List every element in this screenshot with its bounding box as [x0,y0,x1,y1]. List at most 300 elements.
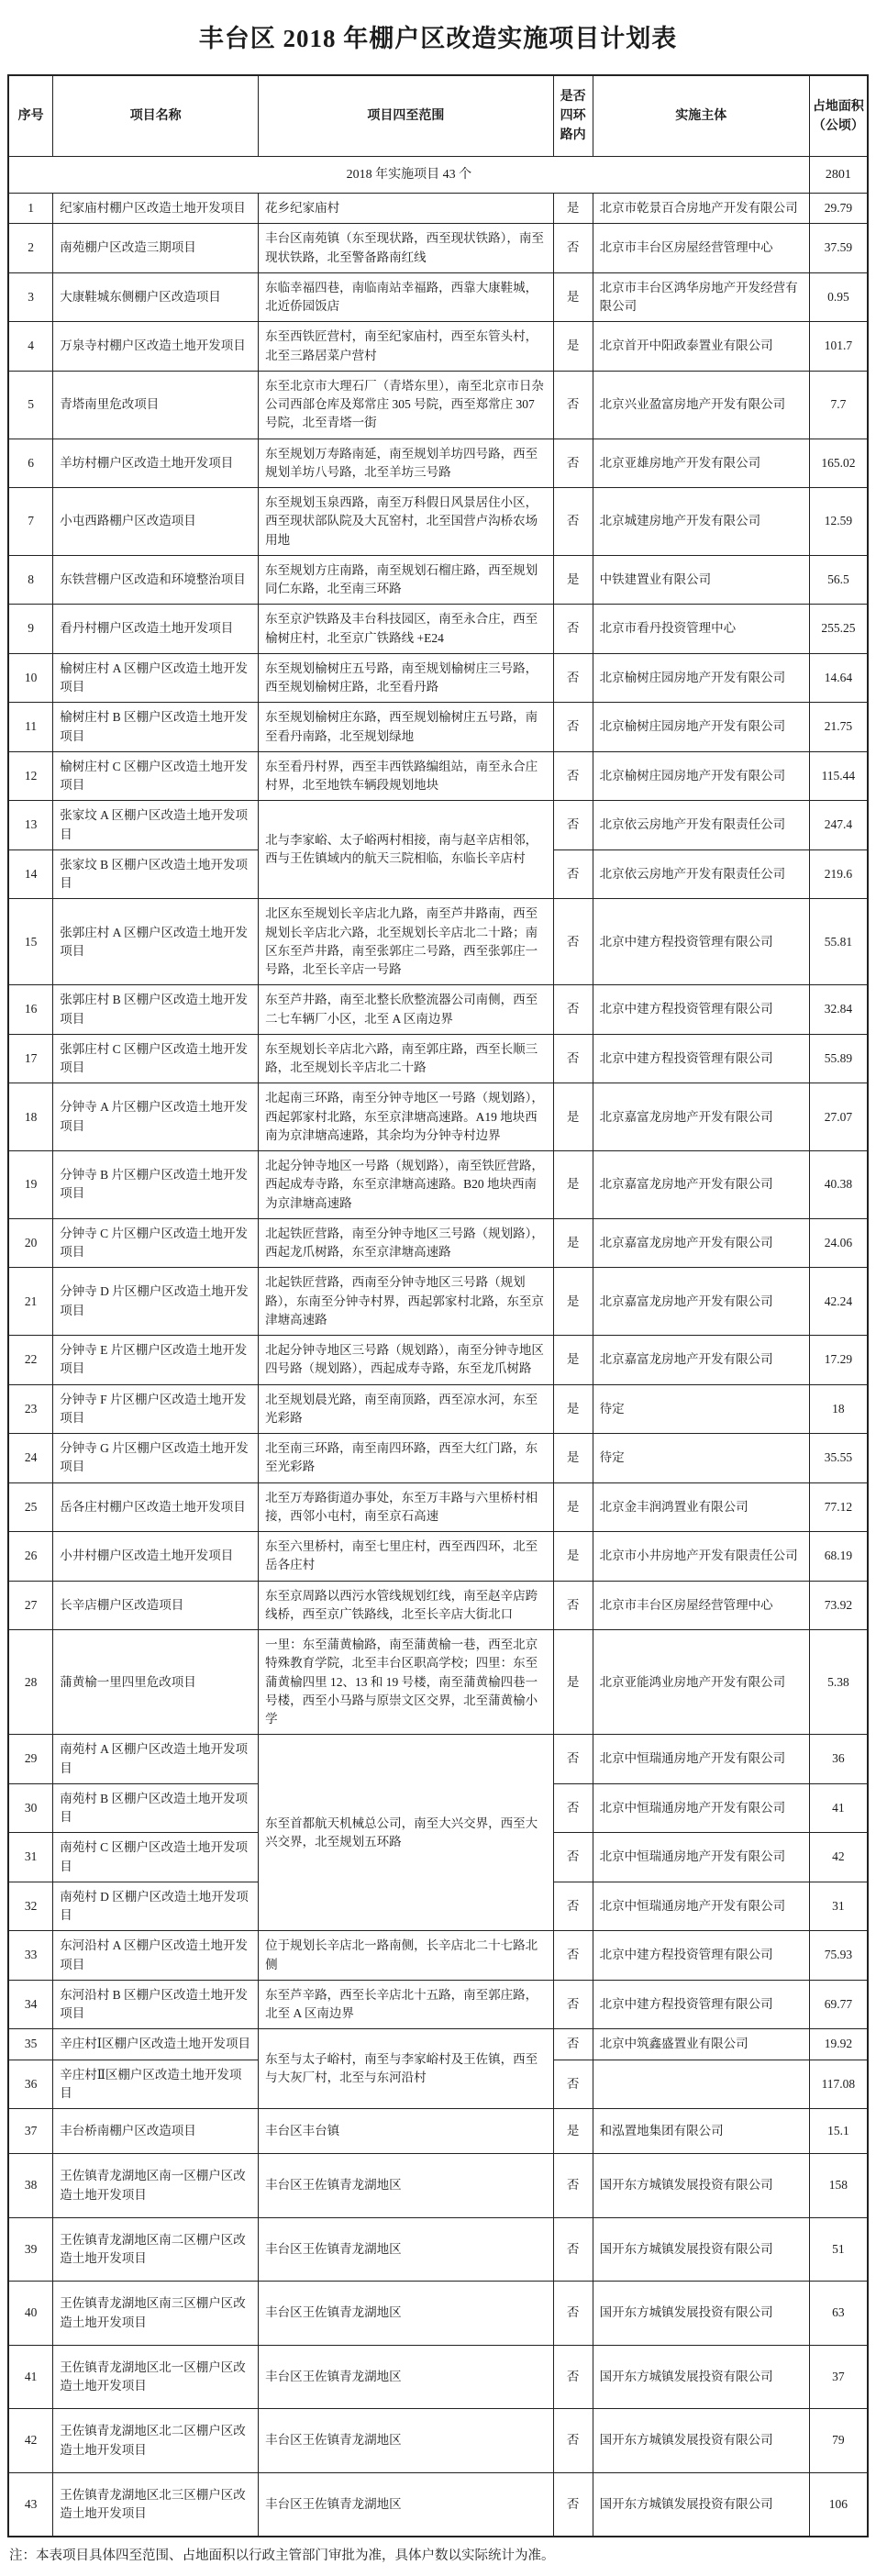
row-number: 21 [8,1268,53,1336]
area-value: 219.6 [809,849,868,899]
implementing-entity: 北京首开中阳政泰置业有限公司 [593,322,809,372]
area-value: 73.92 [809,1581,868,1630]
area-value: 21.75 [809,703,868,752]
in-fourth-ring-flag: 是 [553,194,593,224]
page-title: 丰台区 2018 年棚户区改造实施项目计划表 [198,25,678,52]
header-entity: 实施主体 [593,75,809,157]
in-fourth-ring-flag: 是 [553,1218,593,1268]
in-fourth-ring-flag: 否 [553,985,593,1035]
implementing-entity: 北京中建方程投资管理有限公司 [593,899,809,985]
implementing-entity: 北京嘉富龙房地产开发有限公司 [593,1083,809,1151]
project-boundary: 丰台区王佐镇青龙湖地区 [259,2154,553,2218]
project-name: 南苑村 B 区棚户区改造土地开发项目 [53,1783,259,1833]
area-value: 75.93 [809,1931,868,1981]
project-name: 分钟寺 D 片区棚户区改造土地开发项目 [53,1268,259,1336]
project-name: 南苑村 D 区棚户区改造土地开发项目 [53,1882,259,1931]
row-number: 35 [8,2029,53,2060]
project-boundary: 北起分钟寺地区一号路（规划路），南至铁匠营路，西起成寿寺路，东至京津塘高速路。B20 地块西南为京津塘高速路 [259,1151,553,1219]
in-fourth-ring-flag: 否 [553,1882,593,1931]
area-value: 35.55 [809,1434,868,1483]
summary-area: 2801 [809,157,868,194]
in-fourth-ring-flag: 否 [553,439,593,488]
table-row [8,488,868,556]
project-boundary: 东至芦辛路，西至长辛店北十五路，南至郭庄路，北至 A 区南边界 [259,1980,553,2029]
project-boundary: 东至京沪铁路及丰台科技园区，南至永合庄，西至榆树庄村，北至京广铁路线 +E24 [259,605,553,654]
project-boundary: 东至西铁匠营村，南至纪家庙村，西至东管头村，北至三路居菜户营村 [259,322,553,372]
header-area: 占地面积（公顷） [809,75,868,157]
project-boundary: 花乡纪家庙村 [259,194,553,224]
table-row [8,1581,868,1630]
implementing-entity [593,2060,809,2109]
in-fourth-ring-flag: 否 [553,899,593,985]
in-fourth-ring-flag: 否 [553,653,593,703]
table-row [8,1630,868,1735]
area-value: 40.38 [809,1151,868,1219]
project-name: 王佐镇青龙湖地区北三区棚户区改造土地开发项目 [53,2472,259,2537]
project-boundary: 北与李家峪、太子峪两村相接，南与赵辛店相邻，西与王佐镇域内的航天三院相临，东临长辛店村 [259,801,553,899]
area-value: 31 [809,1882,868,1931]
footnote: 注：本表项目具体四至范围、占地面积以行政主管部门审批为准，具体户数以实际统计为准。 [9,2548,555,2564]
project-boundary: 东至看丹村界，西至丰西铁路编组站，南至永合庄村界，北至地铁车辆段规划地块 [259,751,553,801]
project-name: 东河沿村 A 区棚户区改造土地开发项目 [53,1931,259,1981]
project-boundary: 一里：东至蒲黄榆路，南至蒲黄榆一巷，西至北京特殊教育学院，北至丰台区职高学校；四里：东至蒲黄榆四里 12、13 和 19 号楼，南至蒲黄榆四巷一号楼，西至小马路与原崇文区交界，北至蒲黄榆小学 [259,1630,553,1735]
implementing-entity: 北京中恒瑞通房地产开发有限公司 [593,1783,809,1833]
project-boundary: 北起铁匠营路，南至分钟寺地区三号路（规划路），西起龙爪树路，东至京津塘高速路 [259,1218,553,1268]
in-fourth-ring-flag: 否 [553,2154,593,2218]
row-number: 5 [8,371,53,439]
in-fourth-ring-flag: 否 [553,1581,593,1630]
project-boundary: 北起分钟寺地区三号路（规划路），南至分钟寺地区四号路（规划路），西起成寿寺路，东至龙爪树路 [259,1336,553,1385]
table-row [8,1735,868,1784]
area-value: 106 [809,2472,868,2537]
area-value: 24.06 [809,1218,868,1268]
project-name: 大康鞋城东侧棚户区改造项目 [53,272,259,322]
row-number: 11 [8,703,53,752]
project-name: 东铁营棚户区改造和环境整治项目 [53,555,259,605]
in-fourth-ring-flag: 否 [553,1735,593,1784]
implementing-entity: 北京市丰台区房屋经营管理中心 [593,224,809,273]
implementing-entity: 北京中建方程投资管理有限公司 [593,985,809,1035]
row-number: 1 [8,194,53,224]
project-name: 张家坟 B 区棚户区改造土地开发项目 [53,849,259,899]
table-row [8,985,868,1035]
implementing-entity: 北京城建房地产开发有限公司 [593,488,809,556]
table-row [8,371,868,439]
area-value: 18 [809,1384,868,1434]
area-value: 41 [809,1783,868,1833]
area-value: 32.84 [809,985,868,1035]
table-row [8,1034,868,1083]
area-value: 77.12 [809,1482,868,1532]
project-boundary: 东至规划方庄南路，南至规划石榴庄路，西至规划同仁东路，北至南三环路 [259,555,553,605]
area-value: 12.59 [809,488,868,556]
in-fourth-ring-flag: 否 [553,1034,593,1083]
project-name: 榆树庄村 A 区棚户区改造土地开发项目 [53,653,259,703]
implementing-entity: 北京亚雄房地产开发有限公司 [593,439,809,488]
project-name: 小井村棚户区改造土地开发项目 [53,1532,259,1582]
table-row [8,1218,868,1268]
row-number: 32 [8,1882,53,1931]
table-row [8,1268,868,1336]
table-row [8,703,868,752]
row-number: 41 [8,2345,53,2409]
in-fourth-ring-flag: 是 [553,272,593,322]
area-value: 101.7 [809,322,868,372]
table-row [8,1482,868,1532]
project-name: 南苑棚户区改造三期项目 [53,224,259,273]
in-fourth-ring-flag: 否 [553,801,593,850]
implementing-entity: 北京中建方程投资管理有限公司 [593,1931,809,1981]
table-row [8,2109,868,2154]
area-value: 255.25 [809,605,868,654]
table-row [8,2029,868,2060]
area-value: 55.81 [809,899,868,985]
area-value: 7.7 [809,371,868,439]
area-value: 55.89 [809,1034,868,1083]
area-value: 63 [809,2282,868,2346]
in-fourth-ring-flag: 否 [553,2282,593,2346]
project-name: 王佐镇青龙湖地区南二区棚户区改造土地开发项目 [53,2217,259,2282]
header-row [8,75,868,157]
table-row [8,1532,868,1582]
implementing-entity: 北京中恒瑞通房地产开发有限公司 [593,1833,809,1882]
row-number: 37 [8,2109,53,2154]
in-fourth-ring-flag: 否 [553,1980,593,2029]
project-boundary: 北起南三环路，南至分钟寺地区一号路（规划路），西起郭家村北路，东至京津塘高速路。A19 地块西南为京津塘高速路，其余均为分钟寺村边界 [259,1083,553,1151]
in-fourth-ring-flag: 是 [553,1083,593,1151]
row-number: 43 [8,2472,53,2537]
table-row [8,653,868,703]
table-row [8,224,868,273]
table-row [8,1336,868,1385]
in-fourth-ring-flag: 是 [553,1532,593,1582]
in-fourth-ring-flag: 否 [553,2345,593,2409]
summary-label: 2018 年实施项目 43 个 [8,157,809,194]
row-number: 31 [8,1833,53,1882]
implementing-entity: 北京榆树庄园房地产开发有限公司 [593,653,809,703]
implementing-entity: 待定 [593,1384,809,1434]
in-fourth-ring-flag: 是 [553,1434,593,1483]
project-name: 王佐镇青龙湖地区北二区棚户区改造土地开发项目 [53,2409,259,2473]
in-fourth-ring-flag: 否 [553,605,593,654]
implementing-entity: 国开东方城镇发展投资有限公司 [593,2345,809,2409]
in-fourth-ring-flag: 否 [553,2409,593,2473]
row-number: 29 [8,1735,53,1784]
project-name: 万泉寺村棚户区改造土地开发项目 [53,322,259,372]
row-number: 15 [8,899,53,985]
table-row [8,1083,868,1151]
area-value: 14.64 [809,653,868,703]
project-boundary: 位于规划长辛店北一路南侧，长辛店北二十七路北侧 [259,1931,553,1981]
project-name: 分钟寺 F 片区棚户区改造土地开发项目 [53,1384,259,1434]
implementing-entity: 待定 [593,1434,809,1483]
area-value: 115.44 [809,751,868,801]
table-row [8,1151,868,1219]
row-number: 6 [8,439,53,488]
project-name: 王佐镇青龙湖地区南三区棚户区改造土地开发项目 [53,2282,259,2346]
table-row [8,2345,868,2409]
project-name: 分钟寺 A 片区棚户区改造土地开发项目 [53,1083,259,1151]
table-row [8,2472,868,2537]
area-value: 51 [809,2217,868,2282]
row-number: 8 [8,555,53,605]
in-fourth-ring-flag: 是 [553,1151,593,1219]
project-boundary: 东至规划长辛店北六路，南至郭庄路，西至长顺三路，北至规划长辛店北二十路 [259,1034,553,1083]
table-row [8,322,868,372]
project-name: 纪家庙村棚户区改造土地开发项目 [53,194,259,224]
project-name: 小屯西路棚户区改造项目 [53,488,259,556]
implementing-entity: 北京兴业盈富房地产开发有限公司 [593,371,809,439]
project-boundary: 东至规划榆树庄五号路，南至规划榆树庄三号路，西至规划榆树庄路，北至看丹路 [259,653,553,703]
table-row [8,439,868,488]
implementing-entity: 国开东方城镇发展投资有限公司 [593,2472,809,2537]
row-number: 16 [8,985,53,1035]
area-value: 37.59 [809,224,868,273]
row-number: 40 [8,2282,53,2346]
implementing-entity: 北京市乾景百合房地产开发有限公司 [593,194,809,224]
row-number: 24 [8,1434,53,1483]
in-fourth-ring-flag: 否 [553,2472,593,2537]
project-boundary: 东至规划玉泉西路，南至万科假日风景居住小区，西至现状部队院及大瓦窑村，北至国营卢沟桥农场用地 [259,488,553,556]
area-value: 0.95 [809,272,868,322]
area-value: 42.24 [809,1268,868,1336]
header-in-ring: 是否四环路内 [553,75,593,157]
row-number: 13 [8,801,53,850]
project-name: 榆树庄村 C 区棚户区改造土地开发项目 [53,751,259,801]
project-name: 分钟寺 E 片区棚户区改造土地开发项目 [53,1336,259,1385]
implementing-entity: 北京金丰润鸿置业有限公司 [593,1482,809,1532]
project-name: 看丹村棚户区改造土地开发项目 [53,605,259,654]
implementing-entity: 北京中恒瑞通房地产开发有限公司 [593,1735,809,1784]
project-boundary: 东临幸福四巷，南临南站幸福路，西靠大康鞋城，北近侨园饭店 [259,272,553,322]
in-fourth-ring-flag: 是 [553,555,593,605]
implementing-entity: 北京市丰台区房屋经营管理中心 [593,1581,809,1630]
row-number: 7 [8,488,53,556]
project-boundary: 丰台区王佐镇青龙湖地区 [259,2472,553,2537]
project-boundary: 北至南三环路，南至南四环路，西至大红门路，东至光彩路 [259,1434,553,1483]
in-fourth-ring-flag: 是 [553,1336,593,1385]
table-row [8,1434,868,1483]
project-name: 辛庄村Ⅱ区棚户区改造土地开发项目 [53,2060,259,2109]
in-fourth-ring-flag: 是 [553,322,593,372]
project-boundary: 丰台区王佐镇青龙湖地区 [259,2282,553,2346]
in-fourth-ring-flag: 是 [553,1482,593,1532]
row-number: 20 [8,1218,53,1268]
row-number: 27 [8,1581,53,1630]
project-name: 岳各庄村棚户区改造土地开发项目 [53,1482,259,1532]
project-boundary: 东至北京市大理石厂（青塔东里），南至北京市日杂公司西部仓库及郑常庄 305 号院，西至郑常庄 307 号院，北至青塔一街 [259,371,553,439]
project-name: 羊坊村棚户区改造土地开发项目 [53,439,259,488]
table-row [8,1980,868,2029]
project-boundary: 丰台区王佐镇青龙湖地区 [259,2345,553,2409]
row-number: 25 [8,1482,53,1532]
in-fourth-ring-flag: 否 [553,2060,593,2109]
row-number: 33 [8,1931,53,1981]
project-boundary: 北起铁匠营路，西南至分钟寺地区三号路（规划路），东南至分钟寺村界，西起郭家村北路，东至京津塘高速路 [259,1268,553,1336]
row-number: 12 [8,751,53,801]
project-boundary: 东至芦井路，南至北整长欣整流器公司南侧，西至二七车辆厂小区，北至 A 区南边界 [259,985,553,1035]
area-value: 79 [809,2409,868,2473]
project-name: 长辛店棚户区改造项目 [53,1581,259,1630]
area-value: 158 [809,2154,868,2218]
implementing-entity: 北京嘉富龙房地产开发有限公司 [593,1336,809,1385]
implementing-entity: 北京榆树庄园房地产开发有限公司 [593,703,809,752]
table-row [8,751,868,801]
row-number: 10 [8,653,53,703]
project-boundary: 东至规划万寿路南延，南至规划羊坊四号路，西至规划羊坊八号路，北至羊坊三号路 [259,439,553,488]
implementing-entity: 北京中建方程投资管理有限公司 [593,1034,809,1083]
project-boundary: 北区东至规划长辛店北九路，南至芦井路南，西至规划长辛店北六路，北至规划长辛店北二十路；南区东至芦井路，南至张郭庄二号路，西至张郭庄一号路，北至长辛店一号路 [259,899,553,985]
row-number: 14 [8,849,53,899]
project-name: 南苑村 A 区棚户区改造土地开发项目 [53,1735,259,1784]
project-name: 张家坟 A 区棚户区改造土地开发项目 [53,801,259,850]
implementing-entity: 国开东方城镇发展投资有限公司 [593,2282,809,2346]
in-fourth-ring-flag: 否 [553,371,593,439]
row-number: 28 [8,1630,53,1735]
table-row [8,2217,868,2282]
row-number: 34 [8,1980,53,2029]
in-fourth-ring-flag: 否 [553,2217,593,2282]
project-boundary: 北至万寿路街道办事处，东至万丰路与六里桥村相接，西邻小屯村，南至京石高速 [259,1482,553,1532]
row-number: 4 [8,322,53,372]
in-fourth-ring-flag: 否 [553,224,593,273]
project-name: 张郭庄村 B 区棚户区改造土地开发项目 [53,985,259,1035]
in-fourth-ring-flag: 是 [553,1268,593,1336]
implementing-entity: 北京中筑鑫盛置业有限公司 [593,2029,809,2060]
table-row [8,2154,868,2218]
project-name: 分钟寺 C 片区棚户区改造土地开发项目 [53,1218,259,1268]
implementing-entity: 北京嘉富龙房地产开发有限公司 [593,1151,809,1219]
area-value: 42 [809,1833,868,1882]
in-fourth-ring-flag: 是 [553,1384,593,1434]
projects-tbody [8,157,868,2537]
area-value: 69.77 [809,1980,868,2029]
table-row [8,1384,868,1434]
project-name: 王佐镇青龙湖地区南一区棚户区改造土地开发项目 [53,2154,259,2218]
area-value: 5.38 [809,1630,868,1735]
table-row [8,2409,868,2473]
header-no: 序号 [8,75,53,157]
area-value: 15.1 [809,2109,868,2154]
area-value: 19.92 [809,2029,868,2060]
in-fourth-ring-flag: 是 [553,2109,593,2154]
project-name: 分钟寺 G 片区棚户区改造土地开发项目 [53,1434,259,1483]
table-row [8,605,868,654]
area-value: 17.29 [809,1336,868,1385]
in-fourth-ring-flag: 否 [553,488,593,556]
implementing-entity: 北京中建方程投资管理有限公司 [593,1980,809,2029]
in-fourth-ring-flag: 否 [553,849,593,899]
project-boundary: 东至京周路以西污水管线规划红线，南至赵辛店跨线桥，西至京广铁路线，北至长辛店大街北口 [259,1581,553,1630]
row-number: 23 [8,1384,53,1434]
project-name: 辛庄村Ⅰ区棚户区改造土地开发项目 [53,2029,259,2060]
implementing-entity: 北京市看丹投资管理中心 [593,605,809,654]
implementing-entity: 中铁建置业有限公司 [593,555,809,605]
project-name: 张郭庄村 C 区棚户区改造土地开发项目 [53,1034,259,1083]
summary-row [8,157,868,194]
area-value: 29.79 [809,194,868,224]
in-fourth-ring-flag: 是 [553,1630,593,1735]
project-name: 分钟寺 B 片区棚户区改造土地开发项目 [53,1151,259,1219]
project-name: 丰台桥南棚户区改造项目 [53,2109,259,2154]
projects-table [7,74,869,2537]
area-value: 117.08 [809,2060,868,2109]
project-name: 青塔南里危改项目 [53,371,259,439]
row-number: 9 [8,605,53,654]
row-number: 36 [8,2060,53,2109]
implementing-entity: 北京榆树庄园房地产开发有限公司 [593,751,809,801]
area-value: 165.02 [809,439,868,488]
area-value: 247.4 [809,801,868,850]
implementing-entity: 和泓置地集团有限公司 [593,2109,809,2154]
table-row [8,272,868,322]
row-number: 19 [8,1151,53,1219]
implementing-entity: 北京市小井房地产开发有限责任公司 [593,1532,809,1582]
table-row [8,801,868,850]
in-fourth-ring-flag: 否 [553,751,593,801]
table-row [8,194,868,224]
row-number: 3 [8,272,53,322]
project-name: 张郭庄村 A 区棚户区改造土地开发项目 [53,899,259,985]
implementing-entity: 北京依云房地产开发有限责任公司 [593,801,809,850]
implementing-entity: 北京市丰台区鸿华房地产开发经营有限公司 [593,272,809,322]
project-boundary: 东至六里桥村，南至七里庄村，西至西四环，北至岳各庄村 [259,1532,553,1582]
project-boundary: 丰台区丰台镇 [259,2109,553,2154]
project-boundary: 北至规划晨光路，南至南顶路，西至凉水河，东至光彩路 [259,1384,553,1434]
row-number: 26 [8,1532,53,1582]
project-boundary: 丰台区南苑镇（东至现状路，西至现状铁路），南至现状铁路，北至警备路南红线 [259,224,553,273]
implementing-entity: 北京嘉富龙房地产开发有限公司 [593,1268,809,1336]
in-fourth-ring-flag: 否 [553,1833,593,1882]
project-boundary: 东至与太子峪村，南至与李家峪村及王佐镇，西至与大灰厂村，北至与东河沿村 [259,2029,553,2109]
project-name: 蒲黄榆一里四里危改项目 [53,1630,259,1735]
header-name: 项目名称 [53,75,259,157]
area-value: 36 [809,1735,868,1784]
row-number: 30 [8,1783,53,1833]
table-row [8,2282,868,2346]
project-name: 东河沿村 B 区棚户区改造土地开发项目 [53,1980,259,2029]
row-number: 2 [8,224,53,273]
row-number: 17 [8,1034,53,1083]
project-boundary: 丰台区王佐镇青龙湖地区 [259,2217,553,2282]
implementing-entity: 国开东方城镇发展投资有限公司 [593,2154,809,2218]
row-number: 22 [8,1336,53,1385]
row-number: 18 [8,1083,53,1151]
area-value: 56.5 [809,555,868,605]
project-name: 南苑村 C 区棚户区改造土地开发项目 [53,1833,259,1882]
project-boundary: 丰台区王佐镇青龙湖地区 [259,2409,553,2473]
row-number: 39 [8,2217,53,2282]
table-row [8,1931,868,1981]
implementing-entity: 北京亚能鸿业房地产开发有限公司 [593,1630,809,1735]
in-fourth-ring-flag: 否 [553,1783,593,1833]
area-value: 37 [809,2345,868,2409]
project-boundary: 东至规划榆树庄东路，西至规划榆树庄五号路，南至看丹南路，北至规划绿地 [259,703,553,752]
row-number: 42 [8,2409,53,2473]
in-fourth-ring-flag: 否 [553,1931,593,1981]
row-number: 38 [8,2154,53,2218]
header-boundary: 项目四至范围 [259,75,553,157]
implementing-entity: 北京中恒瑞通房地产开发有限公司 [593,1882,809,1931]
in-fourth-ring-flag: 否 [553,703,593,752]
implementing-entity: 国开东方城镇发展投资有限公司 [593,2409,809,2473]
area-value: 27.07 [809,1083,868,1151]
project-boundary: 东至首都航天机械总公司，南至大兴交界，西至大兴交界，北至规划五环路 [259,1735,553,1931]
implementing-entity: 北京嘉富龙房地产开发有限公司 [593,1218,809,1268]
table-row [8,899,868,985]
area-value: 68.19 [809,1532,868,1582]
implementing-entity: 国开东方城镇发展投资有限公司 [593,2217,809,2282]
